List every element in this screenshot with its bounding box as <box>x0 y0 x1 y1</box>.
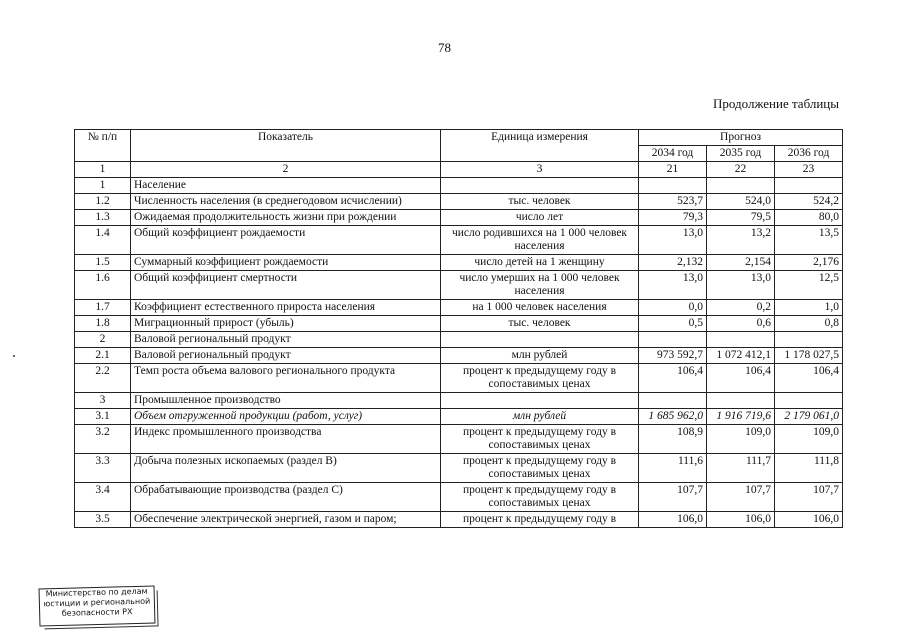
row-value-2034: 523,7 <box>639 194 707 210</box>
table-row <box>75 393 843 409</box>
row-number: 3.1 <box>75 409 131 425</box>
row-value-2036 <box>775 393 843 409</box>
row-number: 3.4 <box>75 483 131 512</box>
header-num: № п/п <box>75 130 131 162</box>
row-value-2034 <box>639 178 707 194</box>
row-unit: процент к предыдущему году в сопоставимых ценах <box>441 483 639 512</box>
row-unit: число детей на 1 женщину <box>441 255 639 271</box>
stamp-line: юстиции и региональной <box>43 596 151 609</box>
row-value-2035: 1 916 719,6 <box>707 409 775 425</box>
row-value-2035: 0,6 <box>707 316 775 332</box>
row-unit: млн рублей <box>441 348 639 364</box>
stamp-line: безопасности РХ <box>61 607 133 618</box>
row-indicator: Объем отгруженной продукции (работ, услуг) <box>131 409 441 425</box>
row-value-2036: 1,0 <box>775 300 843 316</box>
row-number: 2.1 <box>75 348 131 364</box>
row-value-2034 <box>639 393 707 409</box>
row-value-2036: 80,0 <box>775 210 843 226</box>
row-number: 3.2 <box>75 425 131 454</box>
column-numbers-row <box>75 162 843 178</box>
table-row <box>75 348 843 364</box>
table-row <box>75 300 843 316</box>
header-unit: Единица измерения <box>441 130 639 162</box>
row-value-2034: 973 592,7 <box>639 348 707 364</box>
row-value-2035 <box>707 178 775 194</box>
row-value-2035: 13,0 <box>707 271 775 300</box>
row-value-2036: 2 179 061,0 <box>775 409 843 425</box>
row-value-2034: 2,132 <box>639 255 707 271</box>
row-value-2035: 13,2 <box>707 226 775 255</box>
row-value-2036 <box>775 332 843 348</box>
col-number: 22 <box>707 162 775 178</box>
ministry-stamp <box>39 585 156 626</box>
row-number: 2 <box>75 332 131 348</box>
row-unit: на 1 000 человек населения <box>441 300 639 316</box>
row-unit: млн рублей <box>441 409 639 425</box>
col-number: 23 <box>775 162 843 178</box>
row-value-2035: 106,0 <box>707 512 775 528</box>
row-number: 3.3 <box>75 454 131 483</box>
row-unit: тыс. человек <box>441 316 639 332</box>
row-unit: процент к предыдущему году в сопоставимых ценах <box>441 364 639 393</box>
row-value-2035: 107,7 <box>707 483 775 512</box>
row-value-2034: 106,0 <box>639 512 707 528</box>
table-row <box>75 316 843 332</box>
table-body <box>75 178 843 528</box>
table-row <box>75 255 843 271</box>
header-row <box>75 130 843 146</box>
row-value-2034: 13,0 <box>639 271 707 300</box>
col-number: 1 <box>75 162 131 178</box>
row-indicator: Суммарный коэффициент рождаемости <box>131 255 441 271</box>
row-value-2034: 0,0 <box>639 300 707 316</box>
row-number: 3 <box>75 393 131 409</box>
row-indicator: Валовой региональный продукт <box>131 348 441 364</box>
row-indicator: Миграционный прирост (убыль) <box>131 316 441 332</box>
row-indicator: Валовой региональный продукт <box>131 332 441 348</box>
table-row <box>75 483 843 512</box>
row-value-2034: 107,7 <box>639 483 707 512</box>
col-number: 21 <box>639 162 707 178</box>
row-value-2036: 2,176 <box>775 255 843 271</box>
row-indicator: Добыча полезных ископаемых (раздел B) <box>131 454 441 483</box>
row-indicator: Общий коэффициент рождаемости <box>131 226 441 255</box>
table-row <box>75 178 843 194</box>
row-unit: число лет <box>441 210 639 226</box>
table-continuation-label: Продолжение таблицы <box>713 96 839 111</box>
row-value-2035: 524,0 <box>707 194 775 210</box>
row-unit: число родившихся на 1 000 человек населения <box>441 226 639 255</box>
header-indicator: Показатель <box>131 130 441 162</box>
row-unit: процент к предыдущему году в <box>441 512 639 528</box>
table-row <box>75 332 843 348</box>
row-value-2036 <box>775 178 843 194</box>
col-number: 2 <box>131 162 441 178</box>
stamp-line: Министерство по делам <box>45 586 148 599</box>
row-value-2034: 79,3 <box>639 210 707 226</box>
header-year-2035: 2035 год <box>707 146 775 162</box>
row-number: 1.3 <box>75 210 131 226</box>
table-row <box>75 454 843 483</box>
row-unit: процент к предыдущему году в сопоставимых ценах <box>441 425 639 454</box>
scan-artifact-dot <box>13 355 15 357</box>
row-number: 1.7 <box>75 300 131 316</box>
row-value-2035: 109,0 <box>707 425 775 454</box>
row-value-2036: 1 178 027,5 <box>775 348 843 364</box>
row-unit: процент к предыдущему году в сопоставимых ценах <box>441 454 639 483</box>
row-value-2035: 0,2 <box>707 300 775 316</box>
row-unit: число умерших на 1 000 человек населения <box>441 271 639 300</box>
row-value-2036: 13,5 <box>775 226 843 255</box>
forecast-table <box>74 129 843 528</box>
table-row <box>75 512 843 528</box>
row-number: 3.5 <box>75 512 131 528</box>
table-row <box>75 364 843 393</box>
header-year-2036: 2036 год <box>775 146 843 162</box>
page-number: 78 <box>438 40 451 55</box>
row-unit <box>441 393 639 409</box>
row-unit: тыс. человек <box>441 194 639 210</box>
row-value-2034: 1 685 962,0 <box>639 409 707 425</box>
row-value-2034: 106,4 <box>639 364 707 393</box>
header-year-2034: 2034 год <box>639 146 707 162</box>
row-value-2035 <box>707 393 775 409</box>
row-indicator: Ожидаемая продолжительность жизни при рождении <box>131 210 441 226</box>
table-row <box>75 409 843 425</box>
row-value-2035 <box>707 332 775 348</box>
row-value-2036: 109,0 <box>775 425 843 454</box>
row-indicator: Обрабатывающие производства (раздел C) <box>131 483 441 512</box>
row-indicator: Коэффициент естественного прироста населения <box>131 300 441 316</box>
row-indicator: Темп роста объема валового регионального продукта <box>131 364 441 393</box>
table-row <box>75 425 843 454</box>
row-value-2035: 106,4 <box>707 364 775 393</box>
row-number: 1.4 <box>75 226 131 255</box>
col-number: 3 <box>441 162 639 178</box>
row-value-2034: 108,9 <box>639 425 707 454</box>
row-value-2036: 12,5 <box>775 271 843 300</box>
row-value-2036: 0,8 <box>775 316 843 332</box>
row-number: 1.5 <box>75 255 131 271</box>
table-row <box>75 194 843 210</box>
row-value-2035: 79,5 <box>707 210 775 226</box>
row-value-2036: 111,8 <box>775 454 843 483</box>
row-indicator: Общий коэффициент смертности <box>131 271 441 300</box>
row-value-2034: 111,6 <box>639 454 707 483</box>
row-value-2034 <box>639 332 707 348</box>
row-number: 1 <box>75 178 131 194</box>
row-value-2035: 111,7 <box>707 454 775 483</box>
row-number: 1.6 <box>75 271 131 300</box>
table-row <box>75 271 843 300</box>
row-indicator: Обеспечение электрической энергией, газом и паром; <box>131 512 441 528</box>
row-value-2036: 524,2 <box>775 194 843 210</box>
row-value-2034: 0,5 <box>639 316 707 332</box>
row-value-2034: 13,0 <box>639 226 707 255</box>
row-value-2035: 2,154 <box>707 255 775 271</box>
row-value-2036: 106,0 <box>775 512 843 528</box>
row-number: 2.2 <box>75 364 131 393</box>
row-value-2036: 107,7 <box>775 483 843 512</box>
row-number: 1.8 <box>75 316 131 332</box>
row-unit <box>441 332 639 348</box>
row-indicator: Промышленное производство <box>131 393 441 409</box>
row-value-2035: 1 072 412,1 <box>707 348 775 364</box>
row-indicator: Индекс промышленного производства <box>131 425 441 454</box>
row-indicator: Численность населения (в среднегодовом исчислении) <box>131 194 441 210</box>
table-row <box>75 226 843 255</box>
header-forecast: Прогноз <box>639 130 843 146</box>
table-row <box>75 210 843 226</box>
row-number: 1.2 <box>75 194 131 210</box>
row-unit <box>441 178 639 194</box>
row-value-2036: 106,4 <box>775 364 843 393</box>
row-indicator: Население <box>131 178 441 194</box>
